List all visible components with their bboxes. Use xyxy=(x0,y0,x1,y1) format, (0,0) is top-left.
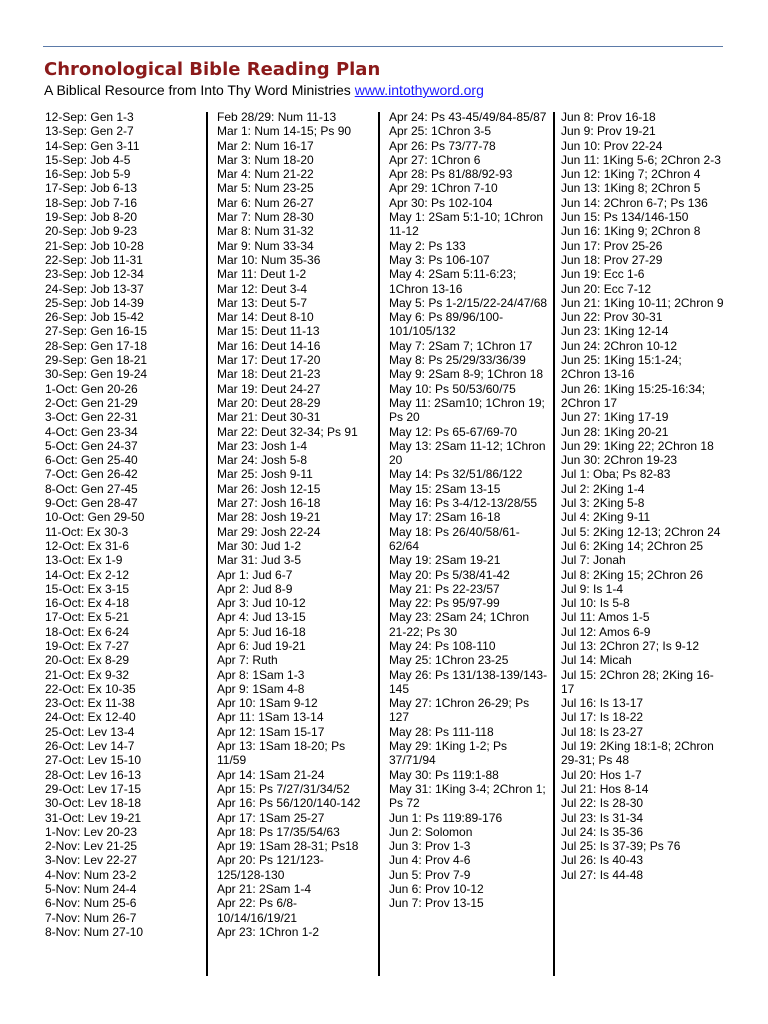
reading-entry: 24-Oct: Ex 12-40 xyxy=(45,710,136,725)
reading-entry: Jul 14: Micah xyxy=(561,653,632,668)
reading-entry: Jun 16: 1King 9; 2Chron 8 xyxy=(561,224,701,239)
reading-entry: May 4: 2Sam 5:11-6:23; 1Chron 13-16 xyxy=(389,267,517,296)
reading-entry: Apr 29: 1Chron 7-10 xyxy=(389,181,498,196)
reading-entry: 28-Sep: Gen 17-18 xyxy=(45,338,148,353)
reading-entry: Jul 3: 2King 5-8 xyxy=(561,496,645,511)
reading-entry: Jun 27: 1King 17-19 xyxy=(561,410,669,425)
reading-entry: Mar 28: Josh 19-21 xyxy=(217,510,321,525)
reading-entry: Apr 6: Jud 19-21 xyxy=(217,638,306,653)
reading-entry: Apr 21: 2Sam 1-4 xyxy=(217,882,312,897)
reading-entry: May 15: 2Sam 13-15 xyxy=(389,481,501,496)
reading-entry: Jul 13: 2Chron 27; Is 9-12 xyxy=(561,638,700,653)
reading-entry: 11-Oct: Ex 30-3 xyxy=(45,524,129,539)
reading-entry: 21-Oct: Ex 9-32 xyxy=(45,667,130,682)
reading-entry: Jun 28: 1King 20-21 xyxy=(561,424,669,439)
page-subtitle xyxy=(44,82,484,98)
reading-entry: Mar 31: Jud 3-5 xyxy=(217,553,302,568)
reading-entry: Jul 25: Is 37-39; Ps 76 xyxy=(561,839,681,854)
reading-entry: 19-Oct: Ex 7-27 xyxy=(45,638,130,653)
reading-entry: Jun 20: Ecc 7-12 xyxy=(561,281,652,296)
reading-column-2 xyxy=(217,110,369,978)
reading-entry: Mar 3: Num 18-20 xyxy=(217,152,314,167)
reading-entry: 24-Sep: Job 13-37 xyxy=(45,281,144,296)
reading-entry: Jul 4: 2King 9-11 xyxy=(561,510,651,525)
reading-entry: May 7: 2Sam 7; 1Chron 17 xyxy=(389,338,533,353)
reading-entry: Jun 15: Ps 134/146-150 xyxy=(561,210,689,225)
reading-entry: Jul 19: 2King 18:1-8; 2Chron 29-31; Ps 48 xyxy=(561,739,714,768)
reading-entry: May 24: Ps 108-110 xyxy=(389,638,496,653)
reading-column-1 xyxy=(45,110,200,978)
reading-entry: Jun 7: Prov 13-15 xyxy=(389,896,484,911)
reading-entry: May 31: 1King 3-4; 2Chron 1; Ps 72 xyxy=(389,781,546,811)
reading-entry: Mar 19: Deut 24-27 xyxy=(217,381,321,396)
reading-column-3 xyxy=(389,110,548,978)
reading-entry: 4-Nov: Num 23-2 xyxy=(45,867,137,882)
reading-entry: 9-Oct: Gen 28-47 xyxy=(45,496,138,511)
reading-entry: Apr 2: Jud 8-9 xyxy=(217,581,293,596)
reading-entry: Apr 13: 1Sam 18-20; Ps 11/59 xyxy=(217,739,346,768)
reading-entry: Jul 5: 2King 12-13; 2Chron 24 xyxy=(561,524,721,539)
reading-entry: Apr 8: 1Sam 1-3 xyxy=(217,667,305,682)
reading-entry: 5-Oct: Gen 24-37 xyxy=(45,438,138,453)
reading-entry: May 27: 1Chron 26-29; Ps 127 xyxy=(389,696,530,725)
reading-entry: Jul 22: Is 28-30 xyxy=(561,796,644,811)
reading-entry: 1-Oct: Gen 20-26 xyxy=(45,381,138,396)
reading-entry: Jun 30: 2Chron 19-23 xyxy=(561,453,678,468)
reading-entry: Mar 5: Num 23-25 xyxy=(217,181,314,196)
reading-entry: Jun 14: 2Chron 6-7; Ps 136 xyxy=(561,195,708,210)
reading-entry: 5-Nov: Num 24-4 xyxy=(45,882,137,897)
reading-entry: Apr 25: 1Chron 3-5 xyxy=(389,124,492,139)
reading-entry: 18-Oct: Ex 6-24 xyxy=(45,624,130,639)
reading-entry: 6-Oct: Gen 25-40 xyxy=(45,453,138,468)
reading-entry: Mar 4: Num 21-22 xyxy=(217,167,314,182)
reading-entry: 3-Oct: Gen 22-31 xyxy=(45,410,138,425)
reading-entry: Mar 6: Num 26-27 xyxy=(217,195,314,210)
reading-entry: Apr 10: 1Sam 9-12 xyxy=(217,696,318,711)
reading-entry: 20-Sep: Job 9-23 xyxy=(45,224,138,239)
reading-entry: May 29: 1King 1-2; Ps 37/71/94 xyxy=(389,739,508,768)
reading-entry: 17-Sep: Job 6-13 xyxy=(45,181,138,196)
reading-entry: 23-Sep: Job 12-34 xyxy=(45,267,144,282)
reading-entry: Jul 6: 2King 14; 2Chron 25 xyxy=(561,538,704,553)
reading-entry: Jun 2: Solomon xyxy=(389,824,473,839)
reading-entry: 15-Sep: Job 4-5 xyxy=(45,152,131,167)
reading-entry: Apr 28: Ps 81/88/92-93 xyxy=(389,167,513,182)
reading-entry: Apr 30: Ps 102-104 xyxy=(389,195,493,210)
column-divider xyxy=(553,112,555,976)
reading-entry: Jun 17: Prov 25-26 xyxy=(561,238,663,253)
reading-entry: 19-Sep: Job 8-20 xyxy=(45,210,138,225)
reading-entry: Jul 9: Is 1-4 xyxy=(561,581,624,596)
reading-entry: May 17: 2Sam 16-18 xyxy=(389,510,501,525)
reading-entry: May 26: Ps 131/138-139/143-145 xyxy=(389,667,548,696)
reading-entry: 22-Sep: Job 11-31 xyxy=(45,252,143,267)
reading-entry: Apr 1: Jud 6-7 xyxy=(217,567,293,582)
reading-entry: Mar 25: Josh 9-11 xyxy=(217,467,313,482)
column-divider xyxy=(206,112,208,976)
reading-entry: Mar 16: Deut 14-16 xyxy=(217,338,321,353)
reading-entry: 30-Sep: Gen 19-24 xyxy=(45,367,148,382)
reading-entry: 8-Oct: Gen 27-45 xyxy=(45,481,138,496)
reading-entry: May 30: Ps 119:1-88 xyxy=(389,767,499,782)
reading-entry: 13-Sep: Gen 2-7 xyxy=(45,124,134,139)
reading-entry: Jun 8: Prov 16-18 xyxy=(561,110,656,124)
reading-entry: Mar 9: Num 33-34 xyxy=(217,238,314,253)
reading-entry: 18-Sep: Job 7-16 xyxy=(45,195,138,210)
reading-entry: Jul 27: Is 44-48 xyxy=(561,867,644,882)
reading-entry: 15-Oct: Ex 3-15 xyxy=(45,581,130,596)
reading-entry: Jul 1: Oba; Ps 82-83 xyxy=(561,467,671,482)
reading-entry: 31-Oct: Lev 19-21 xyxy=(45,810,142,825)
reading-entry: 2-Oct: Gen 21-29 xyxy=(45,395,138,410)
reading-entry: Mar 20: Deut 28-29 xyxy=(217,395,321,410)
reading-entry: 25-Sep: Job 14-39 xyxy=(45,295,144,310)
reading-entry: 26-Oct: Lev 14-7 xyxy=(45,739,135,754)
reading-entry: Mar 13: Deut 5-7 xyxy=(217,295,308,310)
reading-entry: 20-Oct: Ex 8-29 xyxy=(45,653,130,668)
reading-entry: Mar 29: Josh 22-24 xyxy=(217,524,321,539)
reading-entry: 16-Oct: Ex 4-18 xyxy=(45,596,130,611)
reading-entry: 26-Sep: Job 15-42 xyxy=(45,310,144,325)
column-divider xyxy=(378,112,380,976)
reading-entry: 12-Sep: Gen 1-3 xyxy=(45,110,134,124)
reading-entry: Apr 20: Ps 121/123-125/128-130 xyxy=(217,853,324,882)
reading-entry: Mar 7: Num 28-30 xyxy=(217,210,314,225)
reading-entry: 16-Sep: Job 5-9 xyxy=(45,167,131,182)
reading-entry: Apr 24: Ps 43-45/49/84-85/87 xyxy=(389,110,547,124)
reading-entry: Apr 9: 1Sam 4-8 xyxy=(217,681,305,696)
reading-entry: Mar 8: Num 31-32 xyxy=(217,224,314,239)
reading-entry: Jun 6: Prov 10-12 xyxy=(389,882,484,897)
reading-entry: Jul 10: Is 5-8 xyxy=(561,596,630,611)
reading-entry: May 19: 2Sam 19-21 xyxy=(389,553,501,568)
reading-entry: 6-Nov: Num 25-6 xyxy=(45,896,137,911)
reading-entry: Jul 18: Is 23-27 xyxy=(561,724,644,739)
reading-entry: May 21: Ps 22-23/57 xyxy=(389,581,500,596)
reading-entry: Apr 4: Jud 13-15 xyxy=(217,610,306,625)
reading-entry: Mar 23: Josh 1-4 xyxy=(217,438,308,453)
reading-entry: 12-Oct: Ex 31-6 xyxy=(45,538,130,553)
reading-entry: Apr 22: Ps 6/8-10/14/16/19/21 xyxy=(217,896,298,925)
reading-entry: May 10: Ps 50/53/60/75 xyxy=(389,381,516,396)
reading-entry: Apr 3: Jud 10-12 xyxy=(217,596,306,611)
reading-entry: Mar 11: Deut 1-2 xyxy=(217,267,307,282)
reading-entry: May 25: 1Chron 23-25 xyxy=(389,653,509,668)
reading-entry: Jun 29: 1King 22; 2Chron 18 xyxy=(561,438,714,453)
reading-entry: Jun 12: 1King 7; 2Chron 4 xyxy=(561,167,701,182)
reading-entry: Mar 12: Deut 3-4 xyxy=(217,281,308,296)
reading-entry: Mar 30: Jud 1-2 xyxy=(217,538,302,553)
reading-entry: Mar 22: Deut 32-34; Ps 91 xyxy=(217,424,358,439)
reading-entry: Jun 3: Prov 1-3 xyxy=(389,839,471,854)
reading-entry: 2-Nov: Lev 21-25 xyxy=(45,839,138,854)
reading-entry: Mar 27: Josh 16-18 xyxy=(217,496,321,511)
reading-entry: Apr 26: Ps 73/77-78 xyxy=(389,138,496,153)
reading-entry: 28-Oct: Lev 16-13 xyxy=(45,767,142,782)
reading-entry: Jun 22: Prov 30-31 xyxy=(561,310,663,325)
reading-entry: Jun 11: 1King 5-6; 2Chron 2-3 xyxy=(561,152,721,167)
reading-entry: Apr 12: 1Sam 15-17 xyxy=(217,724,325,739)
reading-entry: Jun 24: 2Chron 10-12 xyxy=(561,338,678,353)
subtitle-text: A Biblical Resource from Into Thy Word Ministries xyxy=(44,82,351,98)
reading-entry: 17-Oct: Ex 5-21 xyxy=(45,610,130,625)
reading-entry: Mar 14: Deut 8-10 xyxy=(217,310,314,325)
reading-entry: Jun 5: Prov 7-9 xyxy=(389,867,471,882)
reading-entry: 7-Nov: Num 26-7 xyxy=(45,910,137,925)
page-title: Chronological Bible Reading Plan xyxy=(44,59,381,80)
reading-entry: 1-Nov: Lev 20-23 xyxy=(45,824,138,839)
reading-entry: Jul 16: Is 13-17 xyxy=(561,696,644,711)
reading-entry: 29-Oct: Lev 17-15 xyxy=(45,781,142,796)
reading-entry: May 28: Ps 111-118 xyxy=(389,724,494,739)
reading-entry: Jul 20: Hos 1-7 xyxy=(561,767,642,782)
reading-entry: Apr 23: 1Chron 1-2 xyxy=(217,924,320,939)
reading-entry: 25-Oct: Lev 13-4 xyxy=(45,724,135,739)
reading-entry: Jun 10: Prov 22-24 xyxy=(561,138,663,153)
reading-entry: 14-Oct: Ex 2-12 xyxy=(45,567,130,582)
reading-entry: May 13: 2Sam 11-12; 1Chron 20 xyxy=(389,438,546,468)
reading-entry: Jun 23: 1King 12-14 xyxy=(561,324,669,339)
reading-entry: Jun 21: 1King 10-11; 2Chron 9 xyxy=(561,295,724,310)
reading-entry: Mar 15: Deut 11-13 xyxy=(217,324,320,339)
reading-entry: Mar 26: Josh 12-15 xyxy=(217,481,321,496)
reading-entry: May 1: 2Sam 5:1-10; 1Chron 11-12 xyxy=(389,210,544,239)
reading-entry: Jun 18: Prov 27-29 xyxy=(561,252,663,267)
reading-entry: Feb 28/29: Num 11-13 xyxy=(217,110,337,124)
reading-entry: May 14: Ps 32/51/86/122 xyxy=(389,467,523,482)
reading-entry: Apr 18: Ps 17/35/54/63 xyxy=(217,824,340,839)
reading-entry: Jun 1: Ps 119:89-176 xyxy=(389,810,503,825)
reading-entry: May 5: Ps 1-2/15/22-24/47/68 xyxy=(389,295,548,310)
reading-entry: Apr 11: 1Sam 13-14 xyxy=(217,710,324,725)
reading-entry: Mar 1: Num 14-15; Ps 90 xyxy=(217,124,352,139)
reading-entry: Jun 19: Ecc 1-6 xyxy=(561,267,645,282)
reading-entry: Jul 23: Is 31-34 xyxy=(561,810,644,825)
reading-entry: 7-Oct: Gen 26-42 xyxy=(45,467,138,482)
reading-entry: Jun 4: Prov 4-6 xyxy=(389,853,471,868)
reading-entry: 22-Oct: Ex 10-35 xyxy=(45,681,136,696)
reading-entry: Mar 18: Deut 21-23 xyxy=(217,367,321,382)
reading-entry: Jul 15: 2Chron 28; 2King 16-17 xyxy=(561,667,714,696)
reading-entry: Jul 26: Is 40-43 xyxy=(561,853,644,868)
reading-entry: 27-Oct: Lev 15-10 xyxy=(45,753,142,768)
reading-entry: 14-Sep: Gen 3-11 xyxy=(45,138,140,153)
reading-entry: Apr 27: 1Chron 6 xyxy=(389,152,481,167)
reading-entry: May 6: Ps 89/96/100-101/105/132 xyxy=(389,310,504,339)
reading-entry: 27-Sep: Gen 16-15 xyxy=(45,324,148,339)
reading-entry: Apr 17: 1Sam 25-27 xyxy=(217,810,325,825)
reading-entry: Jul 24: Is 35-36 xyxy=(561,824,644,839)
reading-entry: 23-Oct: Ex 11-38 xyxy=(45,696,135,711)
reading-entry: May 11: 2Sam10; 1Chron 19; Ps 20 xyxy=(389,395,545,425)
reading-entry: Apr 19: 1Sam 28-31; Ps18 xyxy=(217,839,359,854)
reading-entry: Jul 21: Hos 8-14 xyxy=(561,781,649,796)
reading-entry: May 18: Ps 26/40/58/61-62/64 xyxy=(389,524,520,553)
reading-entry: 29-Sep: Gen 18-21 xyxy=(45,353,148,368)
reading-entry: Mar 24: Josh 5-8 xyxy=(217,453,308,468)
reading-entry: Jul 8: 2King 15; 2Chron 26 xyxy=(561,567,704,582)
reading-entry: Jul 7: Jonah xyxy=(561,553,626,568)
reading-entry: Jun 13: 1King 8; 2Chron 5 xyxy=(561,181,701,196)
reading-entry: 3-Nov: Lev 22-27 xyxy=(45,853,138,868)
reading-entry: Mar 2: Num 16-17 xyxy=(217,138,314,153)
reading-entry: May 22: Ps 95/97-99 xyxy=(389,596,500,611)
reading-entry: 30-Oct: Lev 18-18 xyxy=(45,796,142,811)
reading-entry: May 2: Ps 133 xyxy=(389,238,466,253)
reading-entry: Jul 17: Is 18-22 xyxy=(561,710,644,725)
reading-entry: Apr 15: Ps 7/27/31/34/52 xyxy=(217,781,350,796)
reading-entry: Apr 16: Ps 56/120/140-142 xyxy=(217,796,361,811)
reading-entry: 10-Oct: Gen 29-50 xyxy=(45,510,145,525)
reading-entry: Apr 5: Jud 16-18 xyxy=(217,624,306,639)
reading-entry: 13-Oct: Ex 1-9 xyxy=(45,553,123,568)
top-rule xyxy=(43,46,723,47)
reading-entry: Jun 26: 1King 15:25-16:34; 2Chron 17 xyxy=(561,381,706,410)
reading-entry: Jul 2: 2King 1-4 xyxy=(561,481,645,496)
reading-entry: 4-Oct: Gen 23-34 xyxy=(45,424,138,439)
reading-entry: Apr 7: Ruth xyxy=(217,653,278,668)
reading-entry: Mar 17: Deut 17-20 xyxy=(217,353,321,368)
reading-entry: 21-Sep: Job 10-28 xyxy=(45,238,144,253)
reading-entry: May 16: Ps 3-4/12-13/28/55 xyxy=(389,496,538,511)
reading-entry: Apr 14: 1Sam 21-24 xyxy=(217,767,325,782)
reading-entry: Jul 12: Amos 6-9 xyxy=(561,624,651,639)
reading-entry: May 8: Ps 25/29/33/36/39 xyxy=(389,353,526,368)
reading-entry: Mar 10: Num 35-36 xyxy=(217,252,321,267)
reading-entry: May 20: Ps 5/38/41-42 xyxy=(389,567,510,582)
reading-entry: May 23: 2Sam 24; 1Chron 21-22; Ps 30 xyxy=(389,610,530,639)
reading-entry: Mar 21: Deut 30-31 xyxy=(217,410,321,425)
reading-entry: 8-Nov: Num 27-10 xyxy=(45,924,144,939)
reading-entry: May 9: 2Sam 8-9; 1Chron 18 xyxy=(389,367,544,382)
reading-entry: Jun 25: 1King 15:1-24; 2Chron 13-16 xyxy=(561,353,682,382)
reading-entry: Jun 9: Prov 19-21 xyxy=(561,124,656,139)
website-link[interactable]: www.intothyword.org xyxy=(354,82,484,98)
reading-entry: May 3: Ps 106-107 xyxy=(389,252,490,267)
reading-entry: Jul 11: Amos 1-5 xyxy=(561,610,650,625)
reading-entry: May 12: Ps 65-67/69-70 xyxy=(389,424,518,439)
reading-column-4 xyxy=(561,110,724,978)
